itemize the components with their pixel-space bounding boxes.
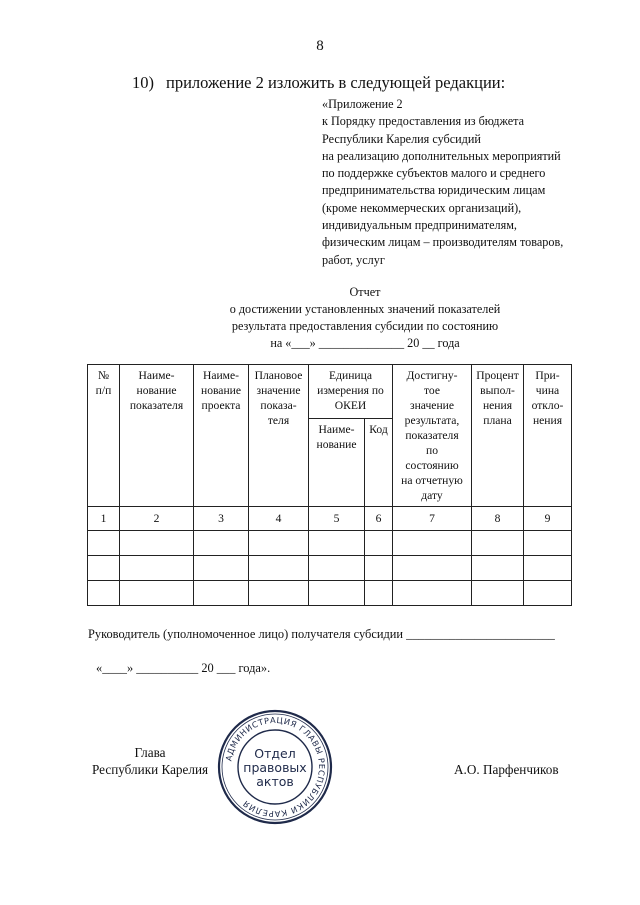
report-title-line: Отчет	[349, 285, 381, 299]
column-number: 9	[524, 507, 572, 531]
header-achieved-value: Достигну- тое значение результата, показателя по состоянию на отчетную дату	[393, 365, 472, 507]
header-unit-okei: Единица измерения по ОКЕИ	[309, 365, 393, 419]
appendix-line: к Порядку предоставления из бюджета	[322, 114, 525, 129]
header-unit-code: Код	[365, 419, 393, 507]
column-number: 7	[393, 507, 472, 531]
table-row	[88, 581, 572, 606]
official-stamp	[216, 708, 334, 826]
stamp-text-line: Отдел	[254, 746, 296, 761]
header-project-name: Наиме- нование проекта	[194, 365, 249, 507]
appendix-line: по поддержке субъектов малого и среднего	[322, 166, 546, 181]
header-planned-value: Плановое значение показа- теля	[249, 365, 309, 507]
report-title	[150, 284, 580, 352]
table-row	[88, 531, 572, 556]
column-number: 8	[472, 507, 524, 531]
appendix-line: на реализацию дополнительных мероприятий	[322, 148, 561, 163]
stamp-ring-text: АДМИНИСТРАЦИЯ ГЛАВЫ РЕСПУБЛИКИ КАРЕЛИЯ	[223, 714, 328, 820]
column-number: 2	[120, 507, 194, 531]
stamp-text-line: правовых	[243, 760, 307, 775]
header-unit-name: Наиме- нование	[309, 419, 365, 507]
signatory-title-line: Глава	[134, 745, 166, 760]
amendment-number: 10)	[132, 73, 154, 92]
column-number: 1	[88, 507, 120, 531]
column-number: 6	[365, 507, 393, 531]
header-plan-percent: Процент выпол- нения плана	[472, 365, 524, 507]
header-indicator-name: Наиме- нование показателя	[120, 365, 194, 507]
appendix-heading	[322, 96, 622, 269]
column-number: 4	[249, 507, 309, 531]
appendix-line: физическим лицам – производителям товаров,	[322, 235, 564, 250]
appendix-line: (кроме некоммерческих организаций),	[322, 200, 522, 215]
appendix-line: Республики Карелия субсидий	[322, 131, 481, 146]
recipient-signature-line: Руководитель (уполномоченное лицо) получателя субсидии ________________________	[88, 627, 555, 641]
table-row	[88, 556, 572, 581]
signatory-name: А.О. Парфенчиков	[454, 762, 559, 777]
report-title-line: на «___» ______________ 20 __ года	[270, 336, 460, 350]
appendix-line: индивидуальным предпринимателям,	[322, 218, 517, 233]
report-title-line: о достижении установленных значений показателей	[229, 302, 501, 316]
amendment-text: приложение 2 изложить в следующей редакции:	[166, 73, 506, 92]
appendix-line: работ, услуг	[322, 252, 385, 267]
header-number: № п/п	[88, 365, 120, 507]
signatory-title-line: Республики Карелия	[92, 762, 209, 777]
stamp-seal-icon	[216, 708, 334, 826]
appendix-line: «Приложение 2	[322, 97, 403, 111]
report-title-line: результата предоставления субсидии по состоянию	[231, 319, 499, 333]
amendment-item	[132, 73, 505, 93]
date-line: «____» __________ 20 ___ года».	[96, 661, 271, 675]
table-header-row	[88, 365, 572, 419]
signatory-title	[92, 744, 208, 778]
column-number-row	[88, 507, 572, 531]
stamp-text-line: актов	[256, 774, 294, 789]
header-deviation-reason: При- чина откло- нения	[524, 365, 572, 507]
column-number: 3	[194, 507, 249, 531]
appendix-line: предпринимательства юридическим лицам	[322, 183, 546, 198]
report-table	[87, 364, 572, 606]
page-number: 8	[316, 38, 324, 54]
column-number: 5	[309, 507, 365, 531]
